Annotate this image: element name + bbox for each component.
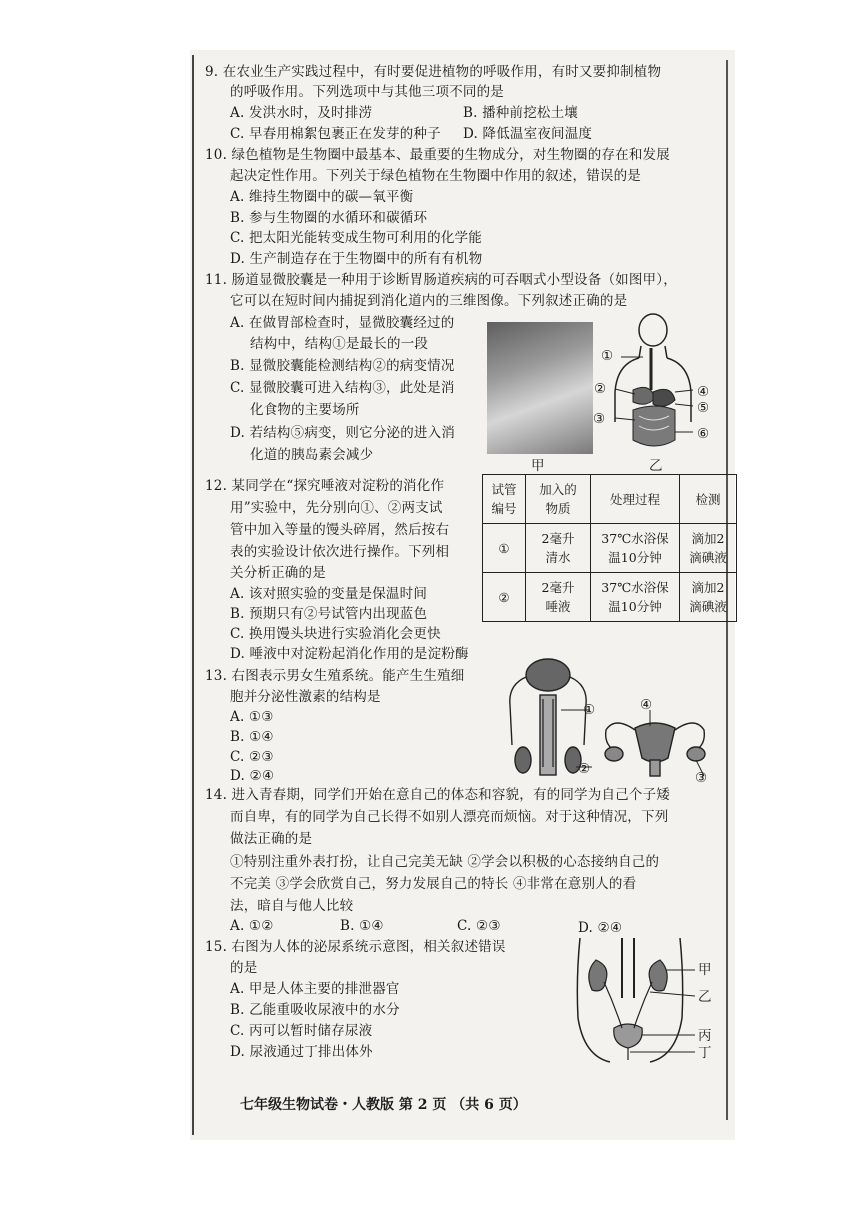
q12-option-b: B. 预期只有②号试管内出现蓝色 (230, 606, 428, 622)
left-rule (192, 55, 194, 1135)
q9-option-b: B. 播种前挖松土壤 (463, 105, 579, 121)
urinary-system-figure (570, 938, 695, 1068)
q11-label-6: ⑥ (697, 426, 710, 442)
table-cell: 2毫升 唾液 (526, 573, 591, 622)
q11-option-c-line2: 化食物的主要场所 (250, 402, 360, 418)
q11-option-a-line2: 结构中，结构①是最长的一段 (250, 336, 429, 352)
q15-label-ding: 丁 (698, 1045, 712, 1061)
q13-stem-line2: 胞并分泌性激素的结构是 (230, 689, 381, 705)
q13-label-2: ② (578, 761, 591, 777)
table-header-row (483, 475, 737, 524)
table-header-cell: 试管 编号 (483, 475, 526, 524)
q13-label-3: ③ (695, 770, 708, 786)
table-row (483, 573, 737, 622)
q12-stem-line2: 用”实验中，先分别向①、②两支试 (230, 500, 443, 516)
q14-option-b: B. ①④ (340, 918, 384, 934)
q11-option-c-line1: C. 显微胶囊可进入结构③，此处是消 (230, 380, 455, 396)
q11-label-2: ② (594, 381, 607, 397)
q14-option-c: C. ②③ (457, 918, 501, 934)
q14-stem-line1: 14. 进入青春期，同学们开始在意自己的体态和容貌，有的同学为自己个子矮 (205, 787, 670, 803)
q9-stem-line1: 9. 在农业生产实践过程中，有时要促进植物的呼吸作用，有时又要抑制植物 (205, 64, 662, 80)
table-cell: 37℃水浴保 温10分钟 (591, 573, 680, 622)
q10-option-d: D. 生产制造存在于生物圈中的所有有机物 (230, 251, 483, 267)
q13-option-b: B. ①④ (230, 729, 274, 745)
q9-option-d: D. 降低温室夜间温度 (463, 126, 593, 142)
q10-option-b: B. 参与生物圈的水循环和碳循环 (230, 210, 428, 226)
q10-stem-line1: 10. 绿色植物是生物圈中最基本、最重要的生物成分，对生物圈的存在和发展 (205, 147, 670, 163)
q12-option-d: D. 唾液中对淀粉起消化作用的是淀粉酶 (230, 646, 469, 662)
table-cell: 2毫升 清水 (526, 524, 591, 573)
table-cell: 37℃水浴保 温10分钟 (591, 524, 680, 573)
q11-label-5: ⑤ (697, 400, 710, 416)
q15-label-yi: 乙 (698, 989, 712, 1005)
q10-option-c: C. 把太阳光能转变成生物可利用的化学能 (230, 230, 482, 246)
q13-option-d: D. ②④ (230, 768, 275, 784)
table-header-cell: 加入的 物质 (526, 475, 591, 524)
table-header-cell: 检测 (680, 475, 737, 524)
q12-stem-line1: 12. 某同学在“探究唾液对淀粉的消化作 (205, 478, 445, 494)
q12-option-c: C. 换用馒头块进行实验消化会更快 (230, 626, 441, 642)
experiment-table (482, 474, 737, 622)
table-cell: 滴加2 滴碘液 (680, 573, 737, 622)
q13-label-1: ① (583, 702, 596, 718)
q14-stem-line3: 做法正确的是 (230, 831, 313, 847)
table-header-cell: 处理过程 (591, 475, 680, 524)
q15-option-b: B. 乙能重吸收尿液中的水分 (230, 1002, 400, 1018)
q14-statement-line2: 不完美 ③学会欣赏自己，努力发展自己的特长 ④非常在意别人的看 (230, 876, 637, 892)
q15-stem-line1: 15. 右图为人体的泌尿系统示意图，相关叙述错误 (205, 939, 506, 955)
q15-option-d: D. 尿液通过丁排出体外 (230, 1044, 373, 1060)
capsule-hand-photo (487, 322, 593, 454)
table-cell: ① (483, 524, 526, 573)
q11-stem-line2: 它可以在短时间内捕捉到消化道内的三维图像。下列叙述正确的是 (230, 293, 628, 309)
q14-option-a: A. ①② (230, 918, 274, 934)
q12-stem-line4: 表的实验设计依次进行操作。下列相 (230, 544, 450, 560)
q12-stem-line5: 关分析正确的是 (230, 565, 326, 581)
q13-stem-line1: 13. 右图表示男女生殖系统。能产生生殖细 (205, 668, 465, 684)
q11-option-a-line1: A. 在做胃部检查时，显微胶囊经过的 (230, 315, 455, 331)
table-row (483, 524, 737, 573)
q9-option-c: C. 早春用棉絮包裹正在发芽的种子 (230, 126, 441, 142)
q10-stem-line2: 起决定性作用。下列关于绿色植物在生物圈中作用的叙述，错误的是 (230, 168, 641, 184)
q9-option-a: A. 发洪水时，及时排涝 (230, 105, 373, 121)
q11-option-d-line2: 化道的胰岛素会减少 (250, 447, 374, 463)
q13-label-4: ④ (640, 697, 653, 713)
q15-option-a: A. 甲是人体主要的排泄器官 (230, 981, 400, 997)
q11-stem-line1: 11. 肠道显微胶囊是一种用于诊断胃肠道疾病的可吞咽式小型设备（如图甲）， (205, 272, 677, 288)
figure-jia-caption: 甲 (531, 458, 545, 474)
table-cell: 滴加2 滴碘液 (680, 524, 737, 573)
q11-label-4: ④ (697, 384, 710, 400)
q11-option-d-line1: D. 若结构⑤病变，则它分泌的进入消 (230, 425, 456, 441)
q11-label-1: ① (601, 348, 614, 364)
q13-option-c: C. ②③ (230, 749, 274, 765)
q14-statement-line3: 法，暗自与他人比较 (230, 898, 354, 914)
q12-option-a: A. 该对照实验的变量是保温时间 (230, 586, 428, 602)
female-reproductive-figure (600, 710, 710, 780)
q14-statement-line1: ①特别注重外表打扮，让自己完美无缺 ②学会以积极的心态接纳自己的 (230, 854, 660, 870)
q15-stem-line2: 的是 (230, 960, 258, 976)
q10-option-a: A. 维持生物圈中的碳—氧平衡 (230, 189, 414, 205)
q14-option-d: D. ②④ (578, 920, 623, 936)
q15-option-c: C. 丙可以暂时储存尿液 (230, 1023, 373, 1039)
q11-option-b: B. 显微胶囊能检测结构②的病变情况 (230, 358, 455, 374)
q12-stem-line3: 管中加入等量的馒头碎屑，然后按右 (230, 522, 450, 538)
table-cell: ② (483, 573, 526, 622)
q13-option-a: A. ①③ (230, 709, 274, 725)
q14-stem-line2: 而自卑，有的同学为自己长得不如别人漂亮而烦恼。对于这种情况，下列 (230, 809, 669, 825)
q15-label-jia: 甲 (698, 962, 712, 978)
page-footer: 七年级生物试卷・人教版 第 2 页 （共 6 页） (240, 1097, 527, 1113)
q15-label-bing: 丙 (698, 1028, 712, 1044)
q9-stem-line2: 的呼吸作用。下列选项中与其他三项不同的是 (230, 84, 504, 100)
q11-label-3: ③ (593, 411, 606, 427)
figure-yi-caption: 乙 (649, 458, 663, 474)
